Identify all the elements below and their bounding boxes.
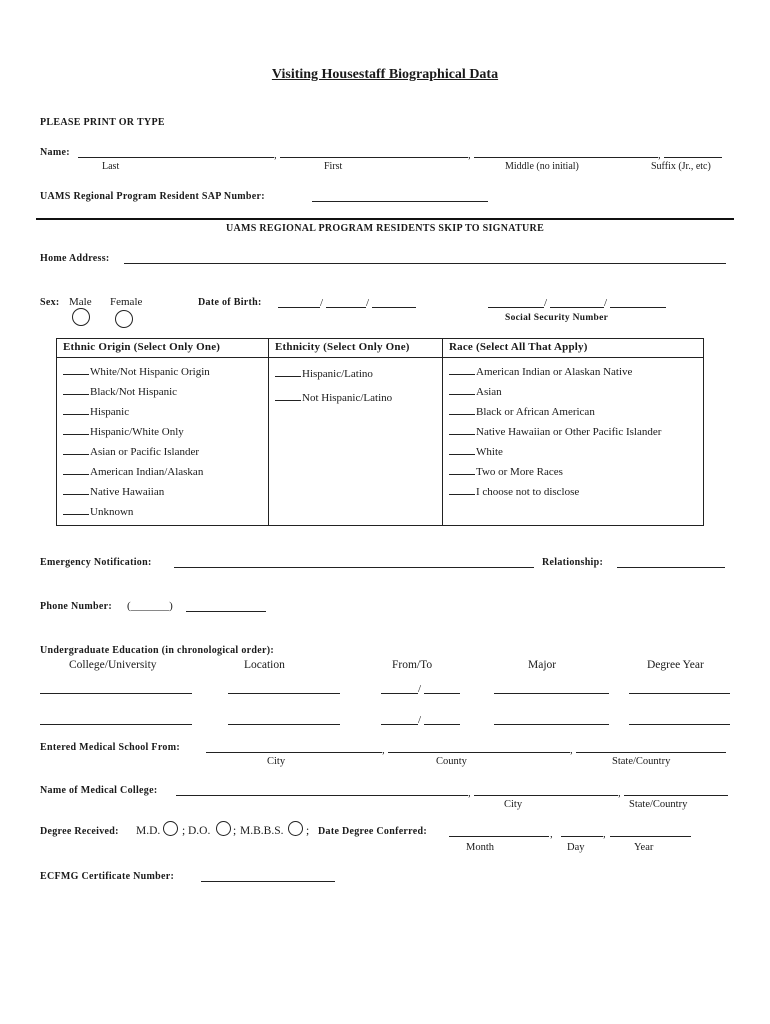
med-school-comma-1: ,: [382, 744, 385, 756]
origin-option[interactable]: Unknown: [63, 502, 268, 522]
med-school-comma-2: ,: [570, 744, 573, 756]
conferred-comma-2: ,: [603, 828, 606, 840]
section-divider: [36, 218, 734, 220]
ecfmg-label-wrap: ECFMG Certificate Number:: [40, 871, 175, 882]
origin-option[interactable]: American Indian/Alaskan: [63, 462, 268, 482]
conferred-sub-day: Day: [567, 842, 585, 853]
degree-sep-2: ;: [233, 825, 237, 837]
name-label: Name: [40, 147, 67, 158]
ethnicity-option[interactable]: Not Hispanic/Latino: [275, 388, 442, 408]
undergrad-year-field[interactable]: [629, 693, 730, 694]
origin-option[interactable]: Hispanic: [63, 402, 268, 422]
med-school-city-field[interactable]: [206, 752, 382, 753]
middle-name-field[interactable]: [474, 157, 658, 158]
undergrad-to-field[interactable]: [424, 693, 460, 694]
sub-suffix: Suffix (Jr., etc): [651, 161, 711, 172]
ethnicity-column: [269, 358, 443, 526]
sub-middle: Middle (no initial): [505, 161, 579, 172]
skip-notice: UAMS REGIONAL PROGRAM RESIDENTS SKIP TO SIGNATURE: [225, 223, 545, 234]
relationship-label: Relationship: [542, 557, 600, 568]
origin-option[interactable]: Native Hawaiian: [63, 482, 268, 502]
med-college-state-field[interactable]: [624, 795, 728, 796]
emergency-label-wrap: Emergency Notification:: [40, 557, 152, 568]
degree-sep-1: ;: [182, 825, 186, 837]
degree-sep-3: ;: [306, 825, 310, 837]
name-comma-3: ,: [658, 149, 661, 161]
phone-label: Phone Number: [40, 601, 109, 612]
ssn-part3-field[interactable]: [610, 307, 666, 308]
sub-first: First: [324, 161, 343, 172]
dob-label-wrap: Date of Birth:: [198, 297, 262, 308]
md-radio[interactable]: [163, 821, 178, 836]
race-option[interactable]: White: [449, 442, 703, 462]
sex-label: Sex: [40, 297, 56, 308]
ssn-part1-field[interactable]: [488, 307, 544, 308]
origin-option[interactable]: Black/Not Hispanic: [63, 382, 268, 402]
emergency-field[interactable]: [174, 567, 534, 568]
med-college-label-wrap: Name of Medical College:: [40, 785, 158, 796]
col-college: College/University: [69, 659, 157, 671]
relationship-label-wrap: Relationship:: [542, 557, 604, 568]
col-degree-year: Degree Year: [647, 659, 704, 671]
origin-option[interactable]: Hispanic/White Only: [63, 422, 268, 442]
conferred-label-wrap: Date Degree Conferred:: [318, 826, 427, 837]
degree-md-label: M.D.: [136, 825, 161, 837]
mbbs-radio[interactable]: [288, 821, 303, 836]
undergrad-to-field[interactable]: [424, 724, 460, 725]
degree-label: Degree Received: [40, 826, 116, 837]
undergrad-college-field[interactable]: [40, 724, 192, 725]
emergency-label: Emergency Notification: [40, 557, 148, 568]
undergrad-from-field[interactable]: [381, 693, 418, 694]
undergrad-year-field[interactable]: [629, 724, 730, 725]
undergrad-location-field[interactable]: [228, 693, 340, 694]
page-title: Visiting Housestaff Biographical Data: [271, 67, 499, 82]
undergrad-major-field[interactable]: [494, 724, 609, 725]
conferred-comma-1: ,: [550, 828, 553, 840]
first-name-field[interactable]: [280, 157, 468, 158]
dob-day-field[interactable]: [326, 307, 366, 308]
med-college-comma-1: ,: [468, 787, 471, 799]
race-option[interactable]: Native Hawaiian or Other Pacific Islander: [449, 422, 703, 442]
print-instruction: PLEASE PRINT OR TYPE: [40, 117, 165, 128]
ecfmg-field[interactable]: [201, 881, 335, 882]
col-location: Location: [244, 659, 285, 671]
do-radio[interactable]: [216, 821, 231, 836]
col-fromto: From/To: [392, 659, 433, 671]
dob-month-field[interactable]: [278, 307, 320, 308]
origin-option[interactable]: White/Not Hispanic Origin: [63, 362, 268, 382]
conferred-month-field[interactable]: [449, 836, 549, 837]
female-radio[interactable]: [115, 310, 133, 328]
med-school-county-field[interactable]: [388, 752, 570, 753]
home-address-label: Home Address:: [40, 253, 110, 264]
race-option[interactable]: Asian: [449, 382, 703, 402]
ssn-label: Social Security Number: [505, 313, 609, 323]
med-college-name-field[interactable]: [176, 795, 468, 796]
undergrad-location-field[interactable]: [228, 724, 340, 725]
conferred-label: Date Degree Conferred: [318, 826, 424, 837]
home-address-field[interactable]: [124, 263, 726, 264]
ethnicity-header: Ethnicity (Select Only One): [269, 339, 443, 358]
med-school-state-field[interactable]: [576, 752, 726, 753]
ethnic-origin-column: [57, 358, 269, 526]
relationship-field[interactable]: [617, 567, 725, 568]
fromto-slash: /: [418, 683, 422, 695]
fromto-slash: /: [418, 714, 422, 726]
med-college-sub-state: State/Country: [629, 799, 688, 810]
sap-field[interactable]: [312, 201, 488, 202]
undergrad-college-field[interactable]: [40, 693, 192, 694]
origin-option[interactable]: Asian or Pacific Islander: [63, 442, 268, 462]
dob-slash-2: /: [366, 297, 370, 309]
phone-field[interactable]: [186, 611, 266, 612]
name-comma-2: ,: [468, 149, 471, 161]
sub-last: Last: [102, 161, 120, 172]
dob-label: Date of Birth: [198, 297, 258, 308]
med-college-label: Name of Medical College: [40, 785, 154, 796]
ssn-part2-field[interactable]: [550, 307, 604, 308]
degree-do-label: D.O.: [188, 825, 211, 837]
sex-female-label: Female: [110, 296, 143, 308]
suffix-field[interactable]: [664, 157, 722, 158]
undergrad-heading: Undergraduate Education (in chronological order):: [40, 645, 274, 656]
conferred-day-field[interactable]: [561, 836, 603, 837]
med-school-sub-state: State/Country: [612, 756, 671, 767]
dob-slash-1: /: [320, 297, 324, 309]
col-major: Major: [528, 659, 557, 671]
dob-year-field[interactable]: [372, 307, 416, 308]
ethnicity-race-table: [56, 338, 704, 526]
undergrad-major-field[interactable]: [494, 693, 609, 694]
race-option[interactable]: I choose not to disclose: [449, 482, 703, 502]
ssn-slash-2: /: [604, 297, 608, 309]
med-college-city-field[interactable]: [474, 795, 618, 796]
ethnicity-option[interactable]: Hispanic/Latino: [275, 364, 442, 388]
ethnic-origin-header: Ethnic Origin (Select Only One): [57, 339, 269, 358]
phone-label-wrap: Phone Number:: [40, 601, 112, 612]
race-option[interactable]: Two or More Races: [449, 462, 703, 482]
undergrad-from-field[interactable]: [381, 724, 418, 725]
race-option[interactable]: American Indian or Alaskan Native: [449, 362, 703, 382]
race-option[interactable]: Black or African American: [449, 402, 703, 422]
sap-label: UAMS Regional Program Resident SAP Number:: [40, 191, 265, 202]
race-header: Race (Select All That Apply): [443, 339, 704, 358]
degree-label-wrap: Degree Received:: [40, 826, 119, 837]
sex-male-label: Male: [69, 296, 92, 308]
degree-mbbs-label: M.B.B.S.: [240, 825, 284, 837]
name-comma-1: ,: [274, 149, 277, 161]
med-school-sub-county: County: [436, 756, 467, 767]
med-school-sub-city: City: [267, 756, 286, 767]
med-college-sub-city: City: [504, 799, 523, 810]
male-radio[interactable]: [72, 308, 90, 326]
conferred-sub-month: Month: [466, 842, 495, 853]
sex-label-wrap: Sex:: [40, 297, 60, 308]
phone-area-code[interactable]: (_______): [127, 600, 173, 612]
med-school-label: Entered Medical School From:: [40, 742, 180, 753]
name-label-wrap: Name:: [40, 147, 70, 158]
race-column: [443, 358, 704, 526]
conferred-sub-year: Year: [634, 842, 654, 853]
conferred-year-field[interactable]: [610, 836, 691, 837]
med-college-comma-2: ,: [618, 787, 621, 799]
ecfmg-label: ECFMG Certificate Number: [40, 871, 171, 882]
last-name-field[interactable]: [78, 157, 274, 158]
ssn-slash-1: /: [544, 297, 548, 309]
